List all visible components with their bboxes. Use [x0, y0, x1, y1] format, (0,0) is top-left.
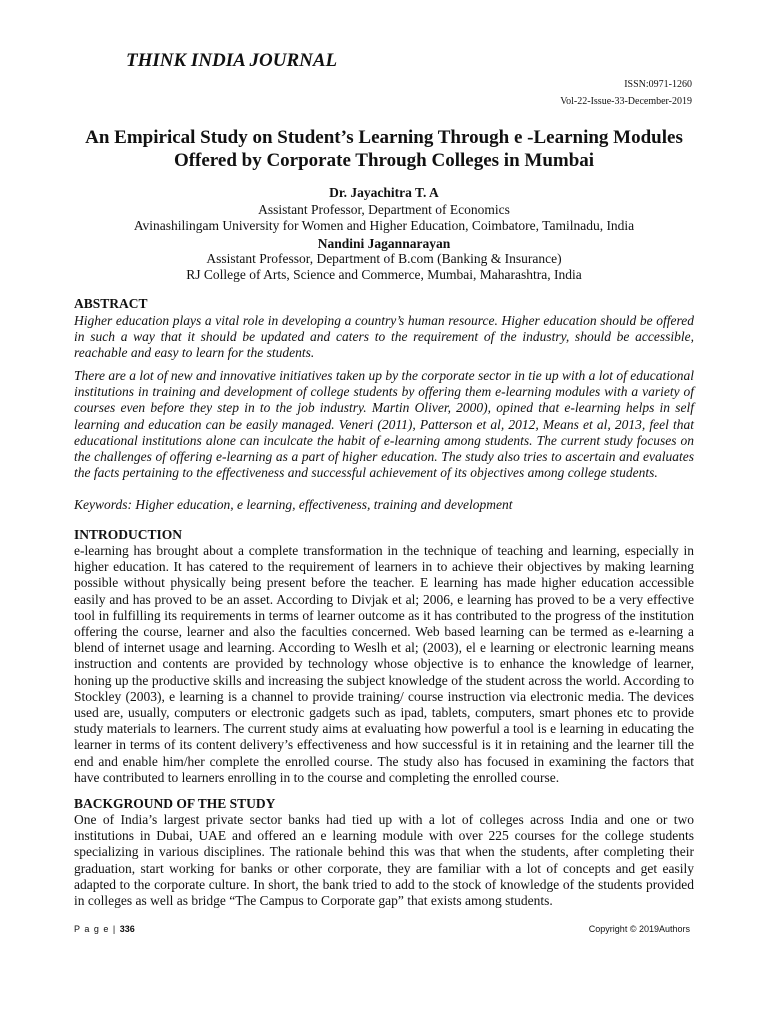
author-affiliation-1: Avinashilingam University for Women and Higher Education, Coimbatore, Tamilnadu, India — [133, 218, 635, 233]
paper-title: An Empirical Study on Student’s Learning Through e -Learning Modules Offered by Corporate Through Colleges in Mumbai — [85, 127, 683, 171]
background-text: One of India’s largest private sector banks had tied up with a lot of colleges across India and one or two institutions in Dubai, UAE and offered an e learning module with over 225 courses for the college students specializing in various disciplines. The rationale behind this was that when the students, after completing their graduation, start working for banks or other corporate, they are familiar with a lot of concepts and get easily adapted to the corporate culture. In short, the bank tried to add to the stock of knowledge of the students provided in colleges as well as bridge “The Campus to Corporate gap” that exists among students. — [74, 812, 694, 909]
volume-issue: Vol-22-Issue-33-December-2019 — [560, 96, 692, 107]
abstract-paragraph-2: There are a lot of new and innovative initiatives taken up by the corporate sector in tie up with a lot of educational institutions in training and development of college students by offering them e-learning modules with a variety of courses even before they step in to the job industry. Martin Oliver, 2000), opined that e-learning helps in self learning and education can be easily managed. Veneri (2011), Patterson et al, 2012, Means et al, 2013, feel that educational institutions alone can inculcate the habit of e-learning among students. The current study focuses on the challenges of offering e-learning as a part of higher education. The study also tries to ascertain and evaluates the facts pertaining to the effectiveness and successful achievement of its objectives among college students. — [74, 368, 694, 481]
introduction-text: e-learning has brought about a complete transformation in the technique of teaching and learning, especially in higher education. It has catered to the requirement of learners in to achieve their objectives by making learning possible without physically being present before the teacher. E learning has made higher education accessible easily and has proved to be an asset. According to Divjak et al; 2006, e learning has proved to be a very effective tool in fulfilling its requirements in terms of learner outcome as it has contributed to the progress of the institution offering the course, learner and also the faculties concerned. Web based learning can be termed as e-learning a blend of internet usage and learning. According to Weslh et al; (2003), el e learning or electronic learning means instruction and contents are provided by technology whose objective is to enhance the knowledge of learner, honing up the productive skills and increasing the subject knowledge of the student across the world. According to Stockley (2003), e learning is a channel to provide training/ course instruction via electronic media. The devices used are, usually, computers or electronic gadgets such as ipad, tablets, computers, smart phones etc to provide study materials to learners. The current study aims at evaluating how powerful a tool is e learning in educating the learner in terms of its content delivery’s effectiveness and how successful is it in retaining and the learner till the end and enable him/her complete the enrolled course. The study also has focused in examining the factors that have contributed to learners enrolling in to the course and completing the enrolled course. — [74, 543, 694, 785]
keywords: Keywords: Higher education, e learning, effectiveness, training and development — [74, 497, 513, 512]
author-position-1: Assistant Professor, Department of Economics — [258, 202, 510, 217]
author-name-2: Nandini Jagannarayan — [317, 236, 451, 251]
abstract-paragraph-1: Higher education plays a vital role in developing a country’s human resource. Higher education should be offered in such a way that it should be updated and caters to the requirement of the industry, should be accessible, reachable and easy to learn for the students. — [74, 313, 694, 361]
page-footer-number — [74, 924, 135, 934]
copyright-notice: Copyright © 2019Authors — [588, 924, 690, 934]
page-label: P a g e | — [74, 924, 117, 934]
page-number: 336 — [119, 924, 135, 934]
introduction-heading: INTRODUCTION — [74, 527, 183, 542]
author-name-1: Dr. Jayachitra T. A — [329, 185, 439, 200]
author-affiliation-2: RJ College of Arts, Science and Commerce, Mumbai, Maharashtra, India — [186, 267, 582, 282]
abstract-heading: ABSTRACT — [74, 296, 148, 311]
author-position-2: Assistant Professor, Department of B.com (Banking & Insurance) — [206, 251, 562, 266]
journal-name: THINK INDIA JOURNAL — [126, 50, 338, 71]
background-heading: BACKGROUND OF THE STUDY — [74, 796, 276, 811]
issn: ISSN:0971-1260 — [624, 79, 692, 90]
